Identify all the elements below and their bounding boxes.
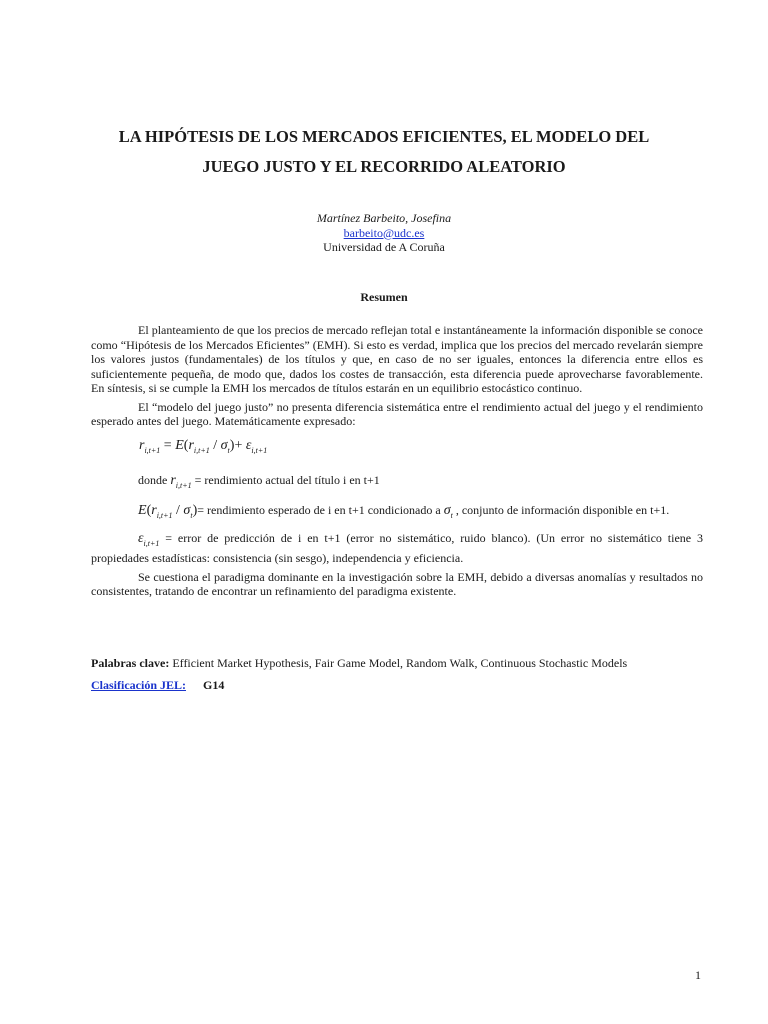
definition-return xyxy=(91,473,703,493)
definition-expected-return xyxy=(91,503,703,523)
author-email-link[interactable]: barbeito@udc.es xyxy=(343,225,425,240)
jel-code: G14 xyxy=(203,678,225,692)
symbol-expectation: $E(r_{i,t+1} / \sigma_t)$ xyxy=(138,502,198,520)
definition-expected-return-text: = rendimiento esperado de i en t+1 condicionado a xyxy=(197,502,441,517)
keywords-line xyxy=(91,656,627,671)
symbol-sigma: $\sigma_t$ xyxy=(443,502,453,520)
jel-classification-link[interactable]: Clasificación JEL: xyxy=(91,678,186,692)
abstract-paragraph-3: Se cuestiona el paradigma dominante en la investigación sobre la EMH, debido a diversas anomalías y resultados no consistentes, tratando de encontrar un refinamiento del paradigma existente. xyxy=(91,569,703,599)
abstract-heading: Resumen xyxy=(360,290,408,304)
symbol-epsilon: $\varepsilon_{i,t+1}$ xyxy=(138,531,160,548)
author-name: Martínez Barbeito, Josefina xyxy=(316,211,452,225)
abstract-paragraph-2: El “modelo del juego justo” no presenta diferencia sistemática entre el rendimiento actual del juego y el rendimiento esperado antes del juego. Matemáticamente expresado: xyxy=(91,399,703,428)
title-line-1: LA HIPÓTESIS DE LOS MERCADOS EFICIENTES, EL MODELO DEL xyxy=(118,127,650,146)
definition-prefix: donde xyxy=(138,472,168,487)
title-line-2: JUEGO JUSTO Y EL RECORRIDO ALEATORIO xyxy=(202,157,566,176)
equation-expression: $r_{i,t+1} = E(r_{i,t+1} / \sigma_t)+ \varepsilon_{i,t+1}$ xyxy=(139,437,268,455)
definition-return-text: = rendimiento actual del título i en t+1 xyxy=(194,472,380,487)
keywords-text: Efficient Market Hypothesis, Fair Game Model, Random Walk, Continuous Stochastic Models xyxy=(172,656,628,670)
author-block xyxy=(0,211,768,255)
definition-error-text: = error de predicción de i en t+1 (error no sistemático, ruido blanco). (Un error no sistemático tiene 3 propiedades estadísticas: consistencia (sin sesgo), independencia y eficiencia. xyxy=(91,531,703,566)
symbol-r: $r_{i,t+1}$ xyxy=(170,472,192,490)
page-number: 1 xyxy=(695,968,701,982)
keywords-label: Palabras clave: xyxy=(91,656,170,670)
paper-title xyxy=(60,122,708,182)
fair-game-equation xyxy=(91,433,703,467)
author-affiliation: Universidad de A Coruña xyxy=(323,240,445,254)
abstract-body xyxy=(91,323,703,603)
jel-classification xyxy=(91,678,224,693)
abstract-paragraph-1: El planteamiento de que los precios de mercado reflejan total e instantáneamente la información disponible se conoce como “Hipótesis de los Mercados Eficientes” (EMH). Si esto es verdad, implica que los precios del mercado revelarán siempre los valores justos (fundamentales) de los títulos y que, en caso de no ser iguales, entonces la diferencia entre ellos es suficientemente pequeña, de modo que, dados los costes de transacción, esta diferencia puede aprovecharse favorablemente. En síntesis, si se cumple la EMH los mercados de títulos estarán en un equilibrio estocástico continuo. xyxy=(91,323,703,395)
definition-error xyxy=(91,531,703,566)
definition-expected-return-suffix: , conjunto de información disponible en t+1. xyxy=(455,502,670,517)
